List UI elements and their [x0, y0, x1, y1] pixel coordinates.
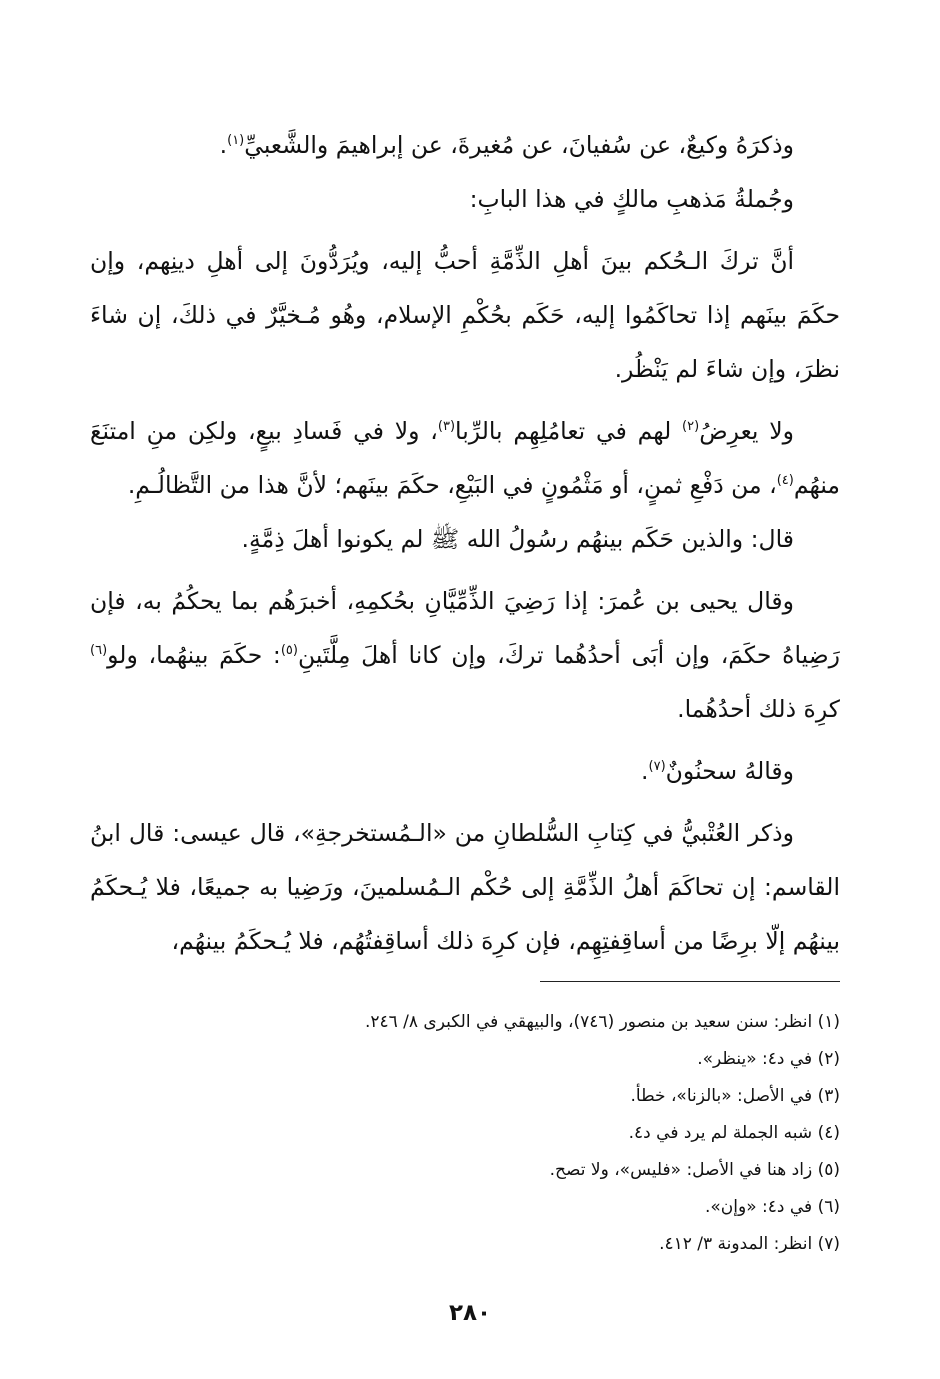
paragraph-5: قال: والذين حَكَم بينهُم رسُولُ الله ﷺ لم يكونوا أهلَ ذِمَّةٍ.: [241, 525, 794, 553]
footnote-3: (٣) في الأصل: «بالزنا»، خطأ.: [630, 1086, 840, 1106]
footnote-5: (٥) زاد هنا في الأصل: «فليس»، ولا تصح.: [549, 1160, 840, 1180]
footnote-ref-1[interactable]: (١): [227, 133, 245, 149]
footnote-2: (٢) في د٤: «ينظر».: [697, 1049, 840, 1069]
footnote-ref-4[interactable]: (٤): [776, 473, 794, 489]
footnotes-section: [90, 1004, 840, 1263]
footnote-ref-6[interactable]: (٦): [90, 643, 108, 659]
footnote-6: (٦) في د٤: «وإن».: [705, 1197, 840, 1217]
footnote-divider: [540, 981, 840, 982]
paragraph-3: أنَّ تركَ الـحُكم بينَ أهلِ الذِّمَّةِ أحبُّ إليه، ويُرَدُّونَ إلى أهلِ دينِهم، وإن حكَمَ بينَهم إذا تحاكَمُوا إليه، حَكَم بحُكْمِ الإسلام، وهُو مُـخيَّرٌ في ذلكَ، إن شاءَ نظرَ، وإن شاءَ لم يَنْظُر.: [90, 247, 840, 383]
main-text-body: [90, 118, 840, 968]
footnote-4: (٤) شبه الجملة لم يرد في د٤.: [628, 1123, 840, 1143]
paragraph-2: وجُملةُ مَذهبِ مالكٍ في هذا البابِ:: [469, 185, 794, 213]
footnote-ref-7[interactable]: (٧): [648, 759, 666, 775]
footnote-ref-2[interactable]: (٢): [682, 419, 700, 435]
paragraph-6: وقال يحيى بن عُمرَ: إذا رَضِيَ الذِّمِّيَّانِ بحُكمِهِ، أخبرَهُم بما يحكُمُ به، فإن رَضِياهُ حكَمَ، وإن أبَى أحدُهُما تركَ، وإن كانا أهلَ مِلَّتَينِ$^{(٥)}$: حكَمَ بينهُما، ولو$^{(٦)}$ كرِهَ ذلك أحدُهُما.: [90, 587, 840, 723]
footnote-7: (٧) انظر: المدونة ٣/ ٤١٢.: [659, 1234, 840, 1254]
paragraph-4: ولا يعرِضُ$^{(٢)}$ لهم في تعامُلِهِم بالرِّبا$^{(٣)}$، ولا في فَسادِ بيعٍ، ولكِن منِ امتنَعَ منهُم$^{(٤)}$، من دَفْعِ ثمنٍ، أو مَثْمُونٍ في البَيْعِ، حكَمَ بينَهم؛ لأنَّ هذا من التَّظالُـمِ.: [90, 417, 840, 499]
footnote-ref-3[interactable]: (٣): [437, 419, 456, 435]
footnote-ref-5[interactable]: (٥): [280, 643, 298, 659]
paragraph-7: وقالهُ سحنُونٌ$^{(٧)}$.: [641, 757, 794, 785]
paragraph-8: وذكر العُتْبيُّ في كِتابِ السُّلطانِ من «الـمُستخرجةِ»، قال عيسى: قال ابنُ القاسم: إن تحاكَمَ أهلُ الذِّمَّةِ إلى حُكْم الـمُسلمينَ، ورَضِيا به جميعًا، فلا يُـحكَمُ بينهُم إلّا برِضًا من أساقِفتِهِم، فإن كرِهَ ذلك أساقِفتُهُم، فلا يُـحكَمُ بينهُم،: [90, 819, 840, 955]
footnote-1: (١) انظر: سنن سعيد بن منصور (٧٤٦)، والبيهقي في الكبرى ٨/ ٢٤٦.: [364, 1012, 840, 1032]
paragraph-1: وذكرَهُ وكيعٌ، عن سُفيانَ، عن مُغيرةَ، عن إبراهيمَ والشَّعبيِّ$^{(١)}$.: [219, 131, 794, 159]
page-number: ٢٨٠: [448, 1300, 492, 1326]
